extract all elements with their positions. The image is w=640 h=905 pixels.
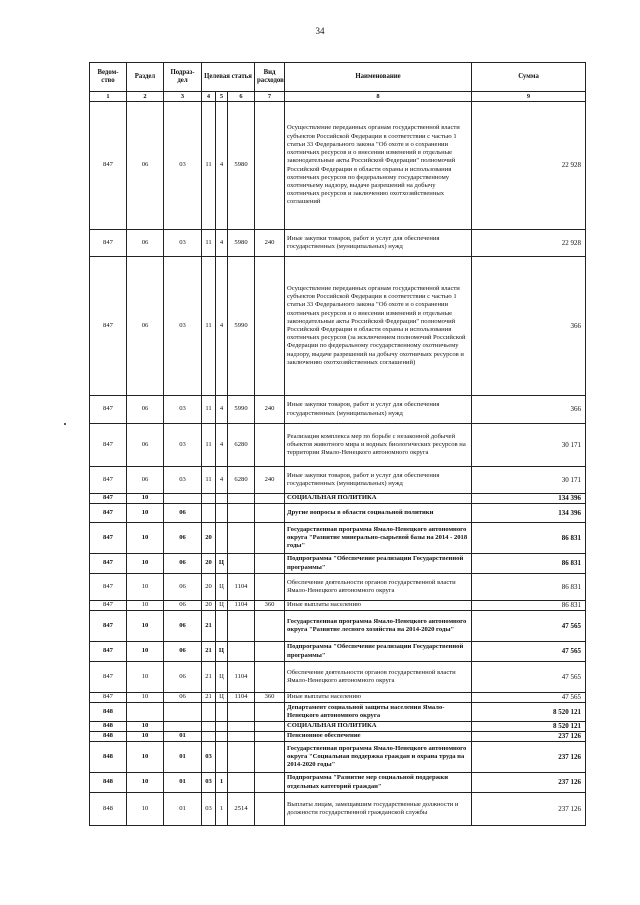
cell-vid <box>255 773 285 793</box>
cell-vid <box>255 102 285 230</box>
cell-vid <box>255 574 285 601</box>
cell-target-program: 11 <box>202 230 216 257</box>
cell-target-direction <box>228 523 255 554</box>
cell-target-direction: 5990 <box>228 396 255 424</box>
cell-target-subprogram <box>216 732 228 742</box>
cell-name: Осуществление переданных органам государственной власти субъектов Российской Федерации в соответствии с частью 1 статьи 33 Федерального закона "Об охоте и о сохранении охотничьих ресурсов и о внесении изменений в отдельные законодательные акты Российской Федерации" полномочий Российской Федерации в области охраны и использования охотничьих ресурсов (за исключением полномочий Российской Федерации по федеральному государственному охотничьему надзору, выдаче разрешений на добычу охотничьих ресурсов и заключению охотхозяйственных соглашений) <box>285 257 472 396</box>
cell-name: Выплаты лицам, замещавшим государственные должности и должности государственной гражданской службы <box>285 793 472 826</box>
cell-podrazdel: 06 <box>164 642 202 662</box>
cell-sum: 47 565 <box>472 611 586 642</box>
cell-vedomstvo: 847 <box>90 102 127 230</box>
cell-name: Обеспечение деятельности органов государственной власти Ямало-Ненецкого автономного округа <box>285 574 472 601</box>
cell-target-program <box>202 494 216 504</box>
header-sum: Сумма <box>472 63 586 92</box>
cell-vid <box>255 703 285 722</box>
cell-razdel: 10 <box>127 662 164 693</box>
table-row <box>90 773 586 793</box>
cell-razdel: 06 <box>127 230 164 257</box>
header-name: Наименование <box>285 63 472 92</box>
cell-vedomstvo: 847 <box>90 554 127 574</box>
cell-target-direction <box>228 732 255 742</box>
cell-sum: 86 831 <box>472 554 586 574</box>
cell-name: Обеспечение деятельности органов государственной власти Ямало-Ненецкого автономного округа <box>285 662 472 693</box>
cell-podrazdel: 06 <box>164 574 202 601</box>
cell-target-direction: 6280 <box>228 467 255 494</box>
cell-name: СОЦИАЛЬНАЯ ПОЛИТИКА <box>285 722 472 732</box>
cell-name: Государственная программа Ямало-Ненецкого автономного округа "Развитие минерально-сырьевой базы на 2014 - 2018 годы" <box>285 523 472 554</box>
cell-vid <box>255 722 285 732</box>
cell-vid: 360 <box>255 693 285 703</box>
cell-vedomstvo: 847 <box>90 611 127 642</box>
page-number: 34 <box>315 26 325 36</box>
cell-vedomstvo: 847 <box>90 467 127 494</box>
cell-podrazdel: 06 <box>164 662 202 693</box>
cell-vedomstvo: 847 <box>90 424 127 467</box>
cell-podrazdel: 03 <box>164 230 202 257</box>
cell-target-program <box>202 732 216 742</box>
cell-podrazdel: 01 <box>164 793 202 826</box>
col-number: 7 <box>255 92 285 102</box>
cell-target-subprogram: 4 <box>216 102 228 230</box>
cell-target-subprogram: 4 <box>216 230 228 257</box>
cell-target-program <box>202 504 216 523</box>
cell-razdel: 10 <box>127 732 164 742</box>
cell-vid: 240 <box>255 230 285 257</box>
cell-target-subprogram <box>216 523 228 554</box>
cell-sum: 86 831 <box>472 601 586 611</box>
cell-target-direction <box>228 642 255 662</box>
cell-name: Государственная программа Ямало-Ненецкого автономного округа "Социальная поддержка граждан и охрана труда на 2014-2020 годы" <box>285 742 472 773</box>
cell-razdel: 10 <box>127 611 164 642</box>
col-number: 3 <box>164 92 202 102</box>
table-row <box>90 732 586 742</box>
cell-razdel: 10 <box>127 742 164 773</box>
header-vid: Вид расходов <box>255 63 285 92</box>
cell-target-program <box>202 703 216 722</box>
cell-name: Иные закупки товаров, работ и услуг для обеспечения государственных (муниципальных) нужд <box>285 467 472 494</box>
cell-vid <box>255 611 285 642</box>
cell-target-subprogram <box>216 703 228 722</box>
cell-vid <box>255 732 285 742</box>
cell-target-subprogram: 4 <box>216 424 228 467</box>
cell-vid <box>255 662 285 693</box>
cell-target-subprogram: 4 <box>216 257 228 396</box>
cell-name: Другие вопросы в области социальной политики <box>285 504 472 523</box>
cell-target-program: 03 <box>202 742 216 773</box>
cell-target-subprogram <box>216 742 228 773</box>
cell-target-direction <box>228 722 255 732</box>
cell-vedomstvo: 847 <box>90 574 127 601</box>
table-row <box>90 693 586 703</box>
cell-target-direction: 2514 <box>228 793 255 826</box>
cell-razdel: 10 <box>127 554 164 574</box>
cell-vedomstvo: 847 <box>90 396 127 424</box>
cell-vedomstvo: 847 <box>90 230 127 257</box>
cell-vid <box>255 504 285 523</box>
cell-target-program: 20 <box>202 601 216 611</box>
col-number: 9 <box>472 92 586 102</box>
cell-target-direction: 6280 <box>228 424 255 467</box>
cell-vedomstvo: 848 <box>90 742 127 773</box>
cell-vid <box>255 554 285 574</box>
col-number: 4 <box>202 92 216 102</box>
cell-target-program: 20 <box>202 554 216 574</box>
col-number: 5 <box>216 92 228 102</box>
col-number: 8 <box>285 92 472 102</box>
scan-speck <box>64 423 66 425</box>
cell-target-program: 21 <box>202 662 216 693</box>
cell-name: Подпрограмма "Развитие мер социальной поддержки отдельных категорий граждан" <box>285 773 472 793</box>
cell-podrazdel: 03 <box>164 396 202 424</box>
cell-name: Пенсионное обеспечение <box>285 732 472 742</box>
cell-razdel: 10 <box>127 693 164 703</box>
cell-target-direction: 5980 <box>228 230 255 257</box>
col-number: 6 <box>228 92 255 102</box>
cell-podrazdel: 03 <box>164 424 202 467</box>
cell-target-program: 21 <box>202 611 216 642</box>
table-row <box>90 494 586 504</box>
table-row <box>90 574 586 601</box>
cell-target-subprogram: 1 <box>216 773 228 793</box>
table-row <box>90 230 586 257</box>
cell-target-direction: 1104 <box>228 574 255 601</box>
table-row <box>90 662 586 693</box>
cell-target-program: 11 <box>202 396 216 424</box>
cell-podrazdel: 03 <box>164 102 202 230</box>
cell-razdel: 06 <box>127 396 164 424</box>
cell-target-direction <box>228 554 255 574</box>
cell-vid <box>255 793 285 826</box>
cell-podrazdel: 06 <box>164 504 202 523</box>
cell-target-program: 20 <box>202 574 216 601</box>
cell-target-subprogram <box>216 494 228 504</box>
cell-target-direction <box>228 773 255 793</box>
cell-vedomstvo: 847 <box>90 601 127 611</box>
cell-sum: 8 520 121 <box>472 722 586 732</box>
cell-sum: 22 928 <box>472 102 586 230</box>
cell-target-subprogram: Ц <box>216 693 228 703</box>
cell-vedomstvo: 848 <box>90 703 127 722</box>
cell-target-program: 03 <box>202 793 216 826</box>
budget-table <box>89 62 586 826</box>
cell-razdel: 10 <box>127 574 164 601</box>
cell-razdel: 10 <box>127 494 164 504</box>
cell-vedomstvo: 847 <box>90 257 127 396</box>
cell-vedomstvo: 847 <box>90 642 127 662</box>
cell-vid <box>255 742 285 773</box>
cell-vid <box>255 523 285 554</box>
table-row <box>90 523 586 554</box>
cell-podrazdel <box>164 703 202 722</box>
cell-razdel: 10 <box>127 642 164 662</box>
cell-razdel: 10 <box>127 773 164 793</box>
table-row <box>90 793 586 826</box>
cell-sum: 134 396 <box>472 494 586 504</box>
cell-sum: 237 126 <box>472 793 586 826</box>
cell-target-direction <box>228 742 255 773</box>
cell-podrazdel: 01 <box>164 742 202 773</box>
cell-target-program: 03 <box>202 773 216 793</box>
cell-sum: 366 <box>472 257 586 396</box>
cell-target-program: 21 <box>202 693 216 703</box>
cell-target-direction: 5990 <box>228 257 255 396</box>
cell-sum: 22 928 <box>472 230 586 257</box>
cell-name: Подпрограмма "Обеспечение реализации Государственной программы" <box>285 554 472 574</box>
numbering-row <box>90 92 586 102</box>
table-row <box>90 642 586 662</box>
cell-razdel: 10 <box>127 793 164 826</box>
cell-target-program: 11 <box>202 257 216 396</box>
cell-target-subprogram <box>216 504 228 523</box>
cell-razdel: 10 <box>127 601 164 611</box>
cell-razdel: 10 <box>127 722 164 732</box>
table-row <box>90 554 586 574</box>
table-row <box>90 722 586 732</box>
cell-target-subprogram: 4 <box>216 467 228 494</box>
table-row <box>90 257 586 396</box>
table-row <box>90 467 586 494</box>
cell-target-subprogram: 4 <box>216 396 228 424</box>
cell-target-program: 21 <box>202 642 216 662</box>
cell-sum: 47 565 <box>472 693 586 703</box>
cell-target-program: 20 <box>202 523 216 554</box>
cell-name: Подпрограмма "Обеспечение реализации Государственной программы" <box>285 642 472 662</box>
cell-vedomstvo: 848 <box>90 773 127 793</box>
cell-target-direction <box>228 504 255 523</box>
col-number: 1 <box>90 92 127 102</box>
cell-vid: 360 <box>255 601 285 611</box>
table-header <box>90 63 586 102</box>
cell-vedomstvo: 847 <box>90 523 127 554</box>
cell-name: Реализация комплекса мер по борьбе с незаконной добычей объектов животного мира и водных биологических ресурсов на территории Ямало-Ненецкого автономного округа <box>285 424 472 467</box>
cell-podrazdel: 06 <box>164 601 202 611</box>
cell-vedomstvo: 847 <box>90 504 127 523</box>
cell-name: Иные выплаты населению <box>285 601 472 611</box>
cell-sum: 47 565 <box>472 662 586 693</box>
cell-razdel: 06 <box>127 424 164 467</box>
cell-target-direction <box>228 703 255 722</box>
cell-target-direction: 1104 <box>228 601 255 611</box>
cell-vid <box>255 642 285 662</box>
table-row <box>90 102 586 230</box>
cell-target-direction: 1104 <box>228 693 255 703</box>
cell-vid <box>255 257 285 396</box>
cell-podrazdel: 06 <box>164 523 202 554</box>
cell-target-subprogram: Ц <box>216 554 228 574</box>
header-vedomstvo: Ведом-ство <box>90 63 127 92</box>
cell-target-direction: 1104 <box>228 662 255 693</box>
cell-sum: 366 <box>472 396 586 424</box>
cell-target-subprogram: 1 <box>216 793 228 826</box>
cell-vedomstvo: 848 <box>90 732 127 742</box>
cell-sum: 30 171 <box>472 467 586 494</box>
cell-podrazdel: 03 <box>164 257 202 396</box>
cell-name: СОЦИАЛЬНАЯ ПОЛИТИКА <box>285 494 472 504</box>
cell-podrazdel <box>164 722 202 732</box>
cell-name: Иные закупки товаров, работ и услуг для обеспечения государственных (муниципальных) нужд <box>285 230 472 257</box>
cell-podrazdel: 03 <box>164 467 202 494</box>
cell-vedomstvo: 847 <box>90 494 127 504</box>
cell-sum: 86 831 <box>472 523 586 554</box>
cell-name: Департамент социальной защиты населения Ямало-Ненецкого автономного округа <box>285 703 472 722</box>
cell-target-direction <box>228 494 255 504</box>
table-row <box>90 396 586 424</box>
cell-razdel: 06 <box>127 257 164 396</box>
cell-target-subprogram <box>216 611 228 642</box>
cell-sum: 47 565 <box>472 642 586 662</box>
cell-name: Осуществление переданных органам государственной власти субъектов Российской Федерации в соответствии с частью 1 статьи 33 Федерального закона "Об охоте и о сохранении охотничьих ресурсов и о внесении изменений в отдельные законодательные акты Российской Федерации" полномочий Российской Федерации в области охраны и использования охотничьих ресурсов по федеральному государственному охотничьему надзору, выдаче разрешений на добычу охотничьих ресурсов и заключению охотхозяйственных соглашений <box>285 102 472 230</box>
cell-razdel: 10 <box>127 504 164 523</box>
cell-razdel: 10 <box>127 523 164 554</box>
cell-target-subprogram: Ц <box>216 601 228 611</box>
cell-podrazdel: 01 <box>164 732 202 742</box>
cell-target-program: 11 <box>202 424 216 467</box>
cell-podrazdel: 06 <box>164 554 202 574</box>
cell-razdel <box>127 703 164 722</box>
cell-vedomstvo: 847 <box>90 662 127 693</box>
cell-sum: 30 171 <box>472 424 586 467</box>
cell-target-direction: 5980 <box>228 102 255 230</box>
cell-podrazdel <box>164 494 202 504</box>
cell-sum: 86 831 <box>472 574 586 601</box>
cell-target-program: 11 <box>202 102 216 230</box>
cell-target-subprogram: Ц <box>216 642 228 662</box>
cell-sum: 134 396 <box>472 504 586 523</box>
table-row <box>90 703 586 722</box>
cell-sum: 237 126 <box>472 742 586 773</box>
cell-podrazdel: 06 <box>164 693 202 703</box>
cell-vedomstvo: 848 <box>90 722 127 732</box>
cell-vid: 240 <box>255 396 285 424</box>
table-row <box>90 601 586 611</box>
cell-name: Иные закупки товаров, работ и услуг для обеспечения государственных (муниципальных) нужд <box>285 396 472 424</box>
cell-target-program <box>202 722 216 732</box>
cell-target-subprogram: Ц <box>216 662 228 693</box>
table-row <box>90 424 586 467</box>
table-row <box>90 504 586 523</box>
cell-vedomstvo: 847 <box>90 693 127 703</box>
header-podrazdel: Подраз-дел <box>164 63 202 92</box>
cell-target-subprogram: Ц <box>216 574 228 601</box>
cell-razdel: 06 <box>127 102 164 230</box>
header-target: Целевая статья <box>202 63 255 92</box>
cell-vid <box>255 424 285 467</box>
cell-name: Государственная программа Ямало-Ненецкого автономного округа "Развитие лесного хозяйства на 2014-2020 годы" <box>285 611 472 642</box>
table-row <box>90 742 586 773</box>
table-row <box>90 611 586 642</box>
cell-target-direction <box>228 611 255 642</box>
table-body <box>90 102 586 826</box>
cell-razdel: 06 <box>127 467 164 494</box>
cell-vid <box>255 494 285 504</box>
col-number: 2 <box>127 92 164 102</box>
cell-sum: 237 126 <box>472 773 586 793</box>
cell-sum: 8 520 121 <box>472 703 586 722</box>
header-razdel: Раздел <box>127 63 164 92</box>
cell-podrazdel: 06 <box>164 611 202 642</box>
cell-vedomstvo: 848 <box>90 793 127 826</box>
cell-sum: 237 126 <box>472 732 586 742</box>
cell-podrazdel: 01 <box>164 773 202 793</box>
cell-target-subprogram <box>216 722 228 732</box>
cell-vid: 240 <box>255 467 285 494</box>
cell-name: Иные выплаты населению <box>285 693 472 703</box>
cell-target-program: 11 <box>202 467 216 494</box>
